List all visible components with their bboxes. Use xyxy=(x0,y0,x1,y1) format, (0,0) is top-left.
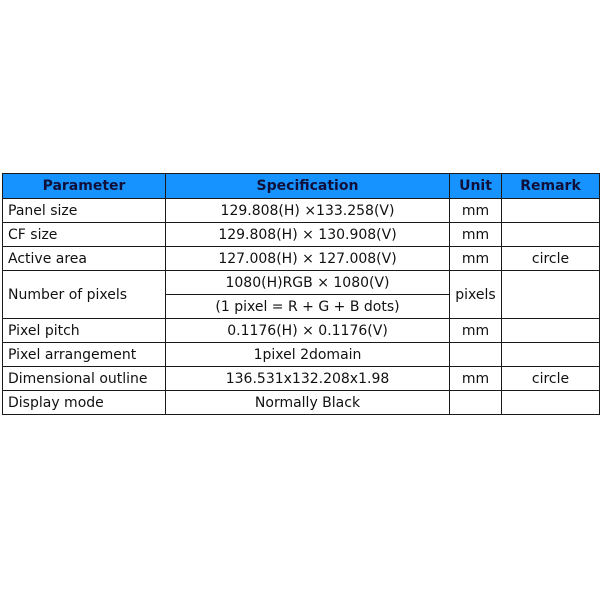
cell-unit: mm xyxy=(450,319,502,343)
table-row xyxy=(3,391,600,415)
cell-specification: 129.808(H) × 130.908(V) xyxy=(166,223,450,247)
cell-remark xyxy=(502,223,600,247)
header-remark: Remark xyxy=(502,174,600,199)
cell-unit xyxy=(450,343,502,367)
table-row xyxy=(3,223,600,247)
table-row xyxy=(3,199,600,223)
header-specification: Specification xyxy=(166,174,450,199)
cell-specification: 127.008(H) × 127.008(V) xyxy=(166,247,450,271)
cell-unit: mm xyxy=(450,367,502,391)
cell-specification: 0.1176(H) × 0.1176(V) xyxy=(166,319,450,343)
table-row xyxy=(3,319,600,343)
cell-remark xyxy=(502,391,600,415)
cell-specification: 1pixel 2domain xyxy=(166,343,450,367)
cell-parameter: Pixel pitch xyxy=(3,319,166,343)
cell-specification: 136.531x132.208x1.98 xyxy=(166,367,450,391)
cell-parameter: Number of pixels xyxy=(3,271,166,319)
cell-unit: mm xyxy=(450,247,502,271)
cell-parameter: Active area xyxy=(3,247,166,271)
cell-parameter: Dimensional outline xyxy=(3,367,166,391)
table-row xyxy=(3,343,600,367)
cell-parameter: Pixel arrangement xyxy=(3,343,166,367)
cell-remark: circle xyxy=(502,367,600,391)
cell-parameter: Display mode xyxy=(3,391,166,415)
cell-unit: mm xyxy=(450,199,502,223)
header-parameter: Parameter xyxy=(3,174,166,199)
cell-remark xyxy=(502,199,600,223)
cell-unit: pixels xyxy=(450,271,502,319)
cell-remark xyxy=(502,343,600,367)
table-header-row xyxy=(3,174,600,199)
cell-unit xyxy=(450,391,502,415)
cell-specification: (1 pixel = R + G + B dots) xyxy=(166,295,450,319)
table-row xyxy=(3,247,600,271)
specification-table xyxy=(2,173,600,415)
cell-remark xyxy=(502,319,600,343)
cell-specification: 129.808(H) ×133.258(V) xyxy=(166,199,450,223)
cell-remark xyxy=(502,271,600,319)
cell-specification: 1080(H)RGB × 1080(V) xyxy=(166,271,450,295)
table-row xyxy=(3,271,600,295)
cell-remark: circle xyxy=(502,247,600,271)
table-row xyxy=(3,367,600,391)
cell-parameter: Panel size xyxy=(3,199,166,223)
cell-specification: Normally Black xyxy=(166,391,450,415)
header-unit: Unit xyxy=(450,174,502,199)
cell-unit: mm xyxy=(450,223,502,247)
cell-parameter: CF size xyxy=(3,223,166,247)
